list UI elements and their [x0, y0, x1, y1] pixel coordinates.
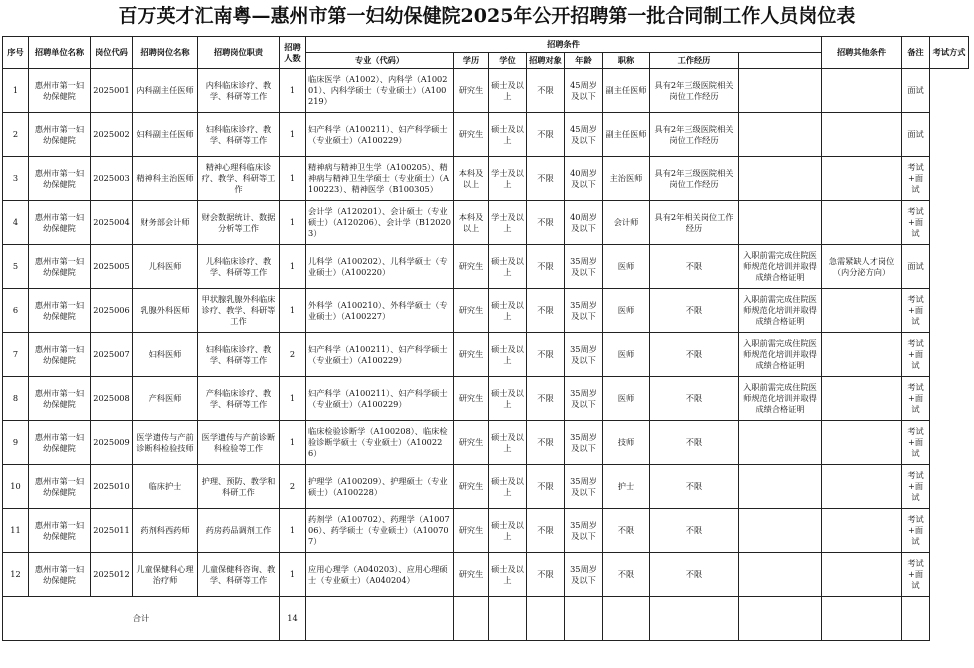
header-degree: 学位 — [489, 53, 527, 69]
header-conditions: 招聘条件 — [306, 37, 822, 53]
total-empty — [454, 597, 489, 641]
cell-exam: 面试 — [902, 113, 930, 157]
cell-degree: 硕士及以上 — [489, 333, 527, 377]
cell-degree: 硕士及以上 — [489, 553, 527, 597]
cell-age: 40周岁及以下 — [565, 157, 603, 201]
cell-degree: 学士及以上 — [489, 201, 527, 245]
cell-code: 2025011 — [91, 509, 133, 553]
cell-degree: 硕士及以上 — [489, 465, 527, 509]
cell-degree: 硕士及以上 — [489, 245, 527, 289]
cell-code: 2025004 — [91, 201, 133, 245]
cell-edu: 研究生 — [454, 421, 489, 465]
cell-age: 35周岁及以下 — [565, 465, 603, 509]
header-major: 专业（代码） — [306, 53, 454, 69]
cell-code: 2025009 — [91, 421, 133, 465]
cell-remark — [822, 421, 902, 465]
table-row — [3, 245, 969, 289]
table-row — [3, 157, 969, 201]
cell-rank: 医师 — [603, 377, 650, 421]
table-row — [3, 69, 969, 113]
cell-exp: 具有2年相关岗位工作经历 — [650, 201, 739, 245]
cell-duty: 儿童保健科咨询、教学、科研等工作 — [198, 553, 280, 597]
cell-unit: 惠州市第一妇幼保健院 — [29, 553, 91, 597]
cell-major: 临床检验诊断学（A100208）、临床检验诊断学硕士（专业硕士）（A100226） — [306, 421, 454, 465]
cell-post: 乳腺外科医师 — [133, 289, 198, 333]
cell-other: 入职前需完成住院医师规范化培训并取得成绩合格证明 — [739, 245, 822, 289]
cell-exam: 考试+面试 — [902, 157, 930, 201]
cell-duty: 护理、预防、教学和科研工作 — [198, 465, 280, 509]
cell-remark — [822, 157, 902, 201]
page-title: 百万英才汇南粤—惠州市第一妇幼保健院2025年公开招聘第一批合同制工作人员岗位表 — [118, 5, 856, 27]
cell-remark — [822, 333, 902, 377]
cell-unit: 惠州市第一妇幼保健院 — [29, 333, 91, 377]
cell-major: 药剂学（A100702）、药理学（A100706）、药学硕士（专业硕士）（A100707） — [306, 509, 454, 553]
cell-degree: 硕士及以上 — [489, 289, 527, 333]
cell-seq: 2 — [3, 113, 29, 157]
cell-code: 2025010 — [91, 465, 133, 509]
cell-unit: 惠州市第一妇幼保健院 — [29, 377, 91, 421]
cell-age: 45周岁及以下 — [565, 69, 603, 113]
header-target: 招聘对象 — [527, 53, 565, 69]
cell-exam: 考试+面试 — [902, 201, 930, 245]
cell-count: 1 — [280, 509, 306, 553]
cell-age: 35周岁及以下 — [565, 377, 603, 421]
cell-major: 妇产科学（A100211）、妇产科学硕士（专业硕士）（A100229） — [306, 377, 454, 421]
table-row — [3, 377, 969, 421]
cell-rank: 不限 — [603, 509, 650, 553]
cell-post: 财务部会计师 — [133, 201, 198, 245]
cell-remark — [822, 509, 902, 553]
cell-target: 不限 — [527, 509, 565, 553]
total-count: 14 — [280, 597, 306, 641]
cell-count: 1 — [280, 69, 306, 113]
cell-target: 不限 — [527, 377, 565, 421]
cell-exam: 考试+面试 — [902, 333, 930, 377]
cell-code: 2025008 — [91, 377, 133, 421]
table-row — [3, 509, 969, 553]
cell-count: 2 — [280, 465, 306, 509]
cell-rank: 医师 — [603, 289, 650, 333]
cell-duty: 财会数据统计、数据分析等工作 — [198, 201, 280, 245]
total-empty — [739, 597, 822, 641]
cell-edu: 研究生 — [454, 245, 489, 289]
cell-rank: 医师 — [603, 333, 650, 377]
total-empty — [603, 597, 650, 641]
cell-unit: 惠州市第一妇幼保健院 — [29, 113, 91, 157]
cell-degree: 硕士及以上 — [489, 509, 527, 553]
cell-rank: 副主任医师 — [603, 113, 650, 157]
cell-edu: 本科及以上 — [454, 201, 489, 245]
cell-degree: 硕士及以上 — [489, 113, 527, 157]
cell-exp: 不限 — [650, 509, 739, 553]
cell-code: 2025012 — [91, 553, 133, 597]
cell-target: 不限 — [527, 421, 565, 465]
header-post: 招聘岗位名称 — [133, 37, 198, 69]
cell-age: 35周岁及以下 — [565, 333, 603, 377]
cell-exp: 不限 — [650, 553, 739, 597]
cell-other — [739, 113, 822, 157]
table-row — [3, 421, 969, 465]
header-age: 年龄 — [565, 53, 603, 69]
cell-exp: 不限 — [650, 377, 739, 421]
cell-exam: 面试 — [902, 245, 930, 289]
header-unit: 招聘单位名称 — [29, 37, 91, 69]
header-remark: 备注 — [902, 37, 930, 69]
cell-remark — [822, 113, 902, 157]
cell-post: 药剂科西药师 — [133, 509, 198, 553]
cell-edu: 研究生 — [454, 69, 489, 113]
table-row — [3, 113, 969, 157]
cell-unit: 惠州市第一妇幼保健院 — [29, 465, 91, 509]
cell-other: 入职前需完成住院医师规范化培训并取得成绩合格证明 — [739, 333, 822, 377]
cell-age: 35周岁及以下 — [565, 553, 603, 597]
table-body — [3, 69, 969, 597]
cell-major: 外科学（A100210）、外科学硕士（专业硕士）（A100227） — [306, 289, 454, 333]
cell-rank: 会计师 — [603, 201, 650, 245]
cell-duty: 精神心理科临床诊疗、教学、科研等工作 — [198, 157, 280, 201]
header-seq: 序号 — [3, 37, 29, 69]
cell-duty: 药房药品调剂工作 — [198, 509, 280, 553]
cell-other — [739, 465, 822, 509]
cell-count: 1 — [280, 421, 306, 465]
header-edu: 学历 — [454, 53, 489, 69]
cell-edu: 研究生 — [454, 333, 489, 377]
cell-other — [739, 157, 822, 201]
cell-duty: 妇科临床诊疗、教学、科研等工作 — [198, 333, 280, 377]
cell-age: 35周岁及以下 — [565, 421, 603, 465]
cell-major: 儿科学（A100202）、儿科学硕士（专业硕士）（A100220） — [306, 245, 454, 289]
cell-exp: 具有2年三级医院相关岗位工作经历 — [650, 69, 739, 113]
cell-major: 妇产科学（A100211）、妇产科学硕士（专业硕士）（A100229） — [306, 113, 454, 157]
cell-exam: 考试+面试 — [902, 553, 930, 597]
cell-degree: 硕士及以上 — [489, 377, 527, 421]
cell-count: 1 — [280, 289, 306, 333]
table-row — [3, 289, 969, 333]
cell-duty: 甲状腺乳腺外科临床诊疗、教学、科研等工作 — [198, 289, 280, 333]
cell-target: 不限 — [527, 553, 565, 597]
cell-edu: 研究生 — [454, 289, 489, 333]
cell-post: 儿童保健科心理治疗师 — [133, 553, 198, 597]
header-exp: 工作经历 — [650, 53, 739, 69]
header-code: 岗位代码 — [91, 37, 133, 69]
table-row — [3, 333, 969, 377]
cell-exp: 具有2年三级医院相关岗位工作经历 — [650, 113, 739, 157]
cell-exp: 不限 — [650, 333, 739, 377]
cell-count: 1 — [280, 377, 306, 421]
cell-code: 2025003 — [91, 157, 133, 201]
cell-target: 不限 — [527, 289, 565, 333]
cell-major: 护理学（A100209）、护理硕士（专业硕士）（A100228） — [306, 465, 454, 509]
cell-post: 产科医师 — [133, 377, 198, 421]
cell-rank: 主治医师 — [603, 157, 650, 201]
cell-remark — [822, 69, 902, 113]
cell-edu: 研究生 — [454, 377, 489, 421]
cell-age: 40周岁及以下 — [565, 201, 603, 245]
cell-count: 1 — [280, 245, 306, 289]
cell-count: 1 — [280, 157, 306, 201]
table-row — [3, 201, 969, 245]
cell-unit: 惠州市第一妇幼保健院 — [29, 157, 91, 201]
cell-target: 不限 — [527, 245, 565, 289]
cell-duty: 儿科临床诊疗、教学、科研等工作 — [198, 245, 280, 289]
cell-age: 45周岁及以下 — [565, 113, 603, 157]
table-row — [3, 465, 969, 509]
cell-unit: 惠州市第一妇幼保健院 — [29, 509, 91, 553]
cell-major: 会计学（A120201）、会计硕士（专业硕士）（A120206）、会计学（B120203） — [306, 201, 454, 245]
cell-seq: 12 — [3, 553, 29, 597]
cell-post: 精神科主治医师 — [133, 157, 198, 201]
cell-target: 不限 — [527, 113, 565, 157]
cell-target: 不限 — [527, 201, 565, 245]
cell-edu: 研究生 — [454, 113, 489, 157]
cell-unit: 惠州市第一妇幼保健院 — [29, 421, 91, 465]
cell-post: 医学遗传与产前诊断科检验技师 — [133, 421, 198, 465]
cell-degree: 硕士及以上 — [489, 421, 527, 465]
cell-duty: 内科临床诊疗、教学、科研等工作 — [198, 69, 280, 113]
table-row — [3, 553, 969, 597]
cell-target: 不限 — [527, 157, 565, 201]
cell-unit: 惠州市第一妇幼保健院 — [29, 201, 91, 245]
cell-post: 临床护士 — [133, 465, 198, 509]
cell-count: 2 — [280, 333, 306, 377]
total-label: 合计 — [3, 597, 280, 641]
cell-rank: 技师 — [603, 421, 650, 465]
cell-degree: 学士及以上 — [489, 157, 527, 201]
cell-duty: 医学遗传与产前诊断科检验等工作 — [198, 421, 280, 465]
cell-target: 不限 — [527, 333, 565, 377]
cell-exp: 具有2年三级医院相关岗位工作经历 — [650, 157, 739, 201]
cell-exp: 不限 — [650, 421, 739, 465]
cell-duty: 产科临床诊疗、教学、科研等工作 — [198, 377, 280, 421]
cell-exam: 考试+面试 — [902, 421, 930, 465]
cell-other — [739, 553, 822, 597]
cell-code: 2025006 — [91, 289, 133, 333]
cell-target: 不限 — [527, 69, 565, 113]
cell-degree: 硕士及以上 — [489, 69, 527, 113]
cell-exam: 考试+面试 — [902, 377, 930, 421]
cell-exam: 面试 — [902, 69, 930, 113]
cell-post: 内科副主任医师 — [133, 69, 198, 113]
cell-count: 1 — [280, 113, 306, 157]
cell-post: 妇科医师 — [133, 333, 198, 377]
cell-unit: 惠州市第一妇幼保健院 — [29, 245, 91, 289]
cell-edu: 本科及以上 — [454, 157, 489, 201]
cell-remark — [822, 201, 902, 245]
total-empty — [902, 597, 930, 641]
cell-exam: 考试+面试 — [902, 289, 930, 333]
total-empty — [822, 597, 902, 641]
cell-exp: 不限 — [650, 289, 739, 333]
cell-edu: 研究生 — [454, 465, 489, 509]
cell-other — [739, 69, 822, 113]
total-empty — [565, 597, 603, 641]
cell-count: 1 — [280, 201, 306, 245]
cell-seq: 9 — [3, 421, 29, 465]
cell-post: 妇科副主任医师 — [133, 113, 198, 157]
cell-edu: 研究生 — [454, 509, 489, 553]
total-empty — [306, 597, 454, 641]
cell-remark — [822, 553, 902, 597]
cell-exam: 考试+面试 — [902, 465, 930, 509]
cell-rank: 不限 — [603, 553, 650, 597]
cell-other — [739, 201, 822, 245]
header-other: 招聘其他条件 — [822, 37, 902, 69]
cell-edu: 研究生 — [454, 553, 489, 597]
cell-other — [739, 421, 822, 465]
cell-major: 妇产科学（A100211）、妇产科学硕士（专业硕士）（A100229） — [306, 333, 454, 377]
cell-seq: 8 — [3, 377, 29, 421]
cell-remark: 急需紧缺人才岗位（内分泌方向） — [822, 245, 902, 289]
cell-age: 35周岁及以下 — [565, 289, 603, 333]
header-exam: 考试方式 — [930, 37, 969, 69]
cell-other — [739, 509, 822, 553]
cell-seq: 7 — [3, 333, 29, 377]
cell-other: 入职前需完成住院医师规范化培训并取得成绩合格证明 — [739, 289, 822, 333]
cell-duty: 妇科临床诊疗、教学、科研等工作 — [198, 113, 280, 157]
cell-major: 临床医学（A1002）、内科学（A100201）、内科学硕士（专业硕士）（A100219） — [306, 69, 454, 113]
cell-code: 2025001 — [91, 69, 133, 113]
cell-count: 1 — [280, 553, 306, 597]
cell-seq: 3 — [3, 157, 29, 201]
cell-remark — [822, 465, 902, 509]
cell-seq: 10 — [3, 465, 29, 509]
cell-rank: 副主任医师 — [603, 69, 650, 113]
header-rank: 职称 — [603, 53, 650, 69]
cell-exam: 考试+面试 — [902, 509, 930, 553]
cell-remark — [822, 289, 902, 333]
total-empty — [489, 597, 527, 641]
cell-seq: 1 — [3, 69, 29, 113]
cell-seq: 6 — [3, 289, 29, 333]
total-empty — [650, 597, 739, 641]
header-count: 招聘人数 — [280, 37, 306, 69]
cell-age: 35周岁及以下 — [565, 245, 603, 289]
cell-code: 2025005 — [91, 245, 133, 289]
cell-exp: 不限 — [650, 465, 739, 509]
cell-seq: 4 — [3, 201, 29, 245]
cell-target: 不限 — [527, 465, 565, 509]
cell-major: 应用心理学（A040203）、应用心理硕士（专业硕士）（A040204） — [306, 553, 454, 597]
cell-post: 儿科医师 — [133, 245, 198, 289]
recruitment-table — [2, 36, 969, 641]
total-empty — [527, 597, 565, 641]
cell-code: 2025002 — [91, 113, 133, 157]
cell-rank: 护士 — [603, 465, 650, 509]
cell-code: 2025007 — [91, 333, 133, 377]
header-duty: 招聘岗位职责 — [198, 37, 280, 69]
cell-seq: 11 — [3, 509, 29, 553]
cell-age: 35周岁及以下 — [565, 509, 603, 553]
cell-unit: 惠州市第一妇幼保健院 — [29, 289, 91, 333]
cell-exp: 不限 — [650, 245, 739, 289]
cell-other: 入职前需完成住院医师规范化培训并取得成绩合格证明 — [739, 377, 822, 421]
cell-seq: 5 — [3, 245, 29, 289]
cell-rank: 医师 — [603, 245, 650, 289]
cell-remark — [822, 377, 902, 421]
cell-unit: 惠州市第一妇幼保健院 — [29, 69, 91, 113]
cell-major: 精神病与精神卫生学（A100205）、精神病与精神卫生学硕士（专业硕士）（A100223）、精神医学（B100305） — [306, 157, 454, 201]
